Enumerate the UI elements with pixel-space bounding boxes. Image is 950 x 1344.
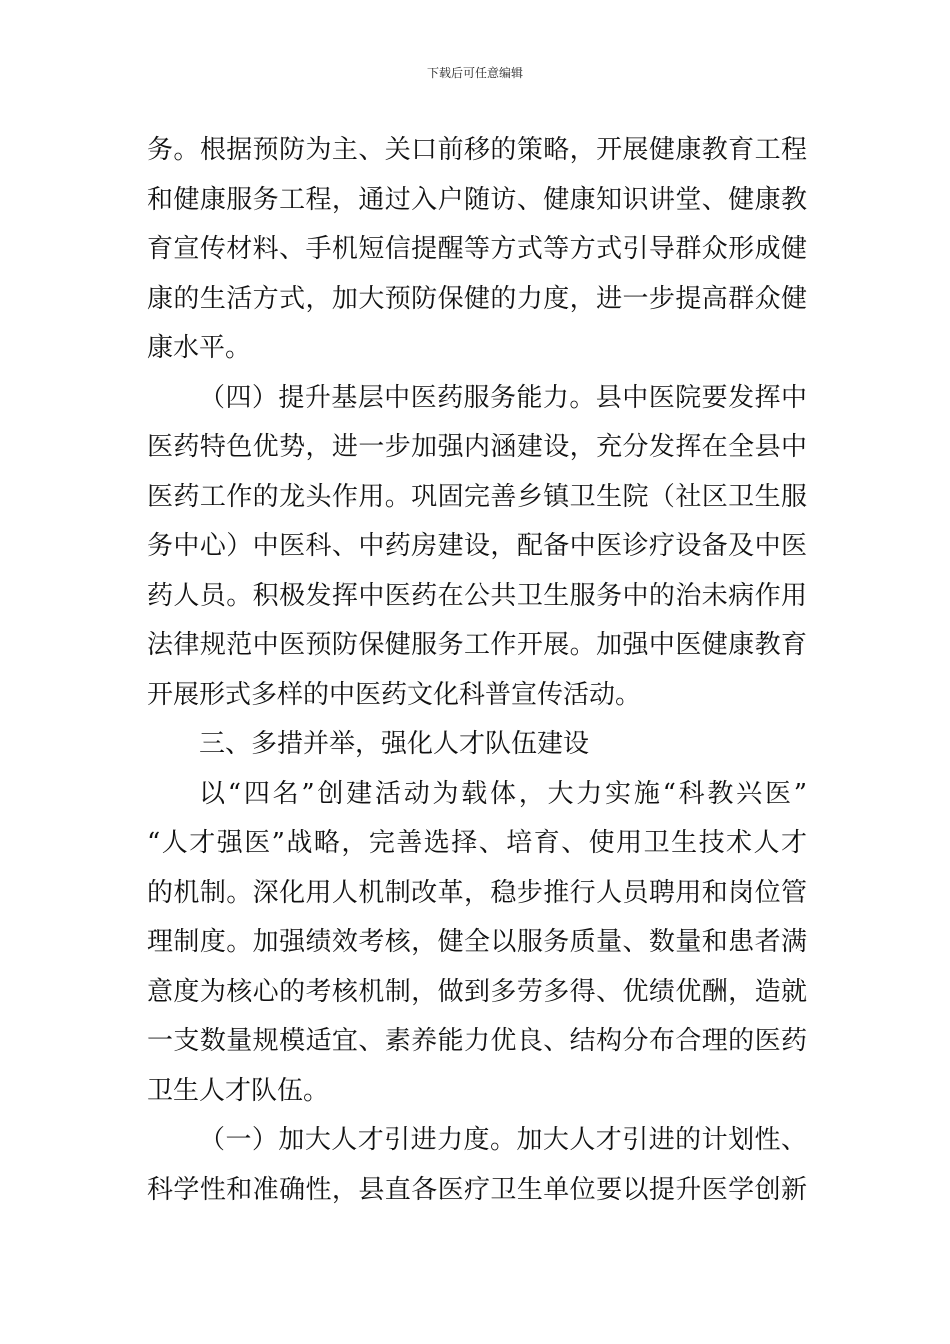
paragraph-start-line: 以“四名”创建活动为载体，大力实施“科教兴医” bbox=[199, 778, 807, 809]
text-line: 和健康服务工程，通过入户随访、健康知识讲堂、健康教 bbox=[147, 184, 807, 215]
text-line: 务中心）中医科、中药房建设，配备中医诊疗设备及中医 bbox=[147, 531, 807, 561]
text-line: 的机制。深化用人机制改革，稳步推行人员聘用和岗位管 bbox=[147, 877, 807, 908]
text-line: 医药特色优势，进一步加强内涵建设，充分发挥在全县中 bbox=[147, 432, 807, 462]
document-body bbox=[147, 126, 807, 1215]
text-line: 康的生活方式，加大预防保健的力度，进一步提高群众健 bbox=[147, 283, 807, 314]
text-line: “人才强医”战略，完善选择、培育、使用卫生技术人才 bbox=[147, 828, 807, 858]
paragraph-start-line: （一）加大人才引进力度。加大人才引进的计划性、 bbox=[199, 1125, 807, 1155]
text-line: 务。根据预防为主、关口前移的策略，开展健康教育工程 bbox=[147, 135, 807, 165]
section-heading: 三、多措并举，强化人才队伍建设 bbox=[199, 729, 590, 759]
text-line: 康水平。 bbox=[147, 333, 252, 363]
text-line: 意度为核心的考核机制，做到多劳多得、优绩优酬，造就 bbox=[147, 976, 807, 1007]
text-line: 理制度。加强绩效考核，健全以服务质量、数量和患者满 bbox=[147, 927, 807, 957]
text-line: 卫生人才队伍。 bbox=[147, 1075, 330, 1106]
paragraph-start-line: （四）提升基层中医药服务能力。县中医院要发挥中 bbox=[199, 382, 807, 413]
text-line: 一支数量规模适宜、素养能力优良、结构分布合理的医药 bbox=[147, 1026, 807, 1056]
text-line: 科学性和准确性，县直各医疗卫生单位要以提升医学创新 bbox=[147, 1174, 807, 1205]
text-line: 法律规范中医预防保健服务工作开展。加强中医健康教育 bbox=[147, 630, 807, 660]
text-line: 药人员。积极发挥中医药在公共卫生服务中的治未病作用 bbox=[147, 580, 807, 611]
text-line: 开展形式多样的中医药文化科普宣传活动。 bbox=[147, 679, 642, 710]
page-header-note: 下载后可任意编辑 bbox=[426, 66, 523, 80]
text-line: 医药工作的龙头作用。巩固完善乡镇卫生院（社区卫生服 bbox=[147, 481, 807, 512]
text-line: 育宣传材料、手机短信提醒等方式等方式引导群众形成健 bbox=[147, 234, 807, 264]
